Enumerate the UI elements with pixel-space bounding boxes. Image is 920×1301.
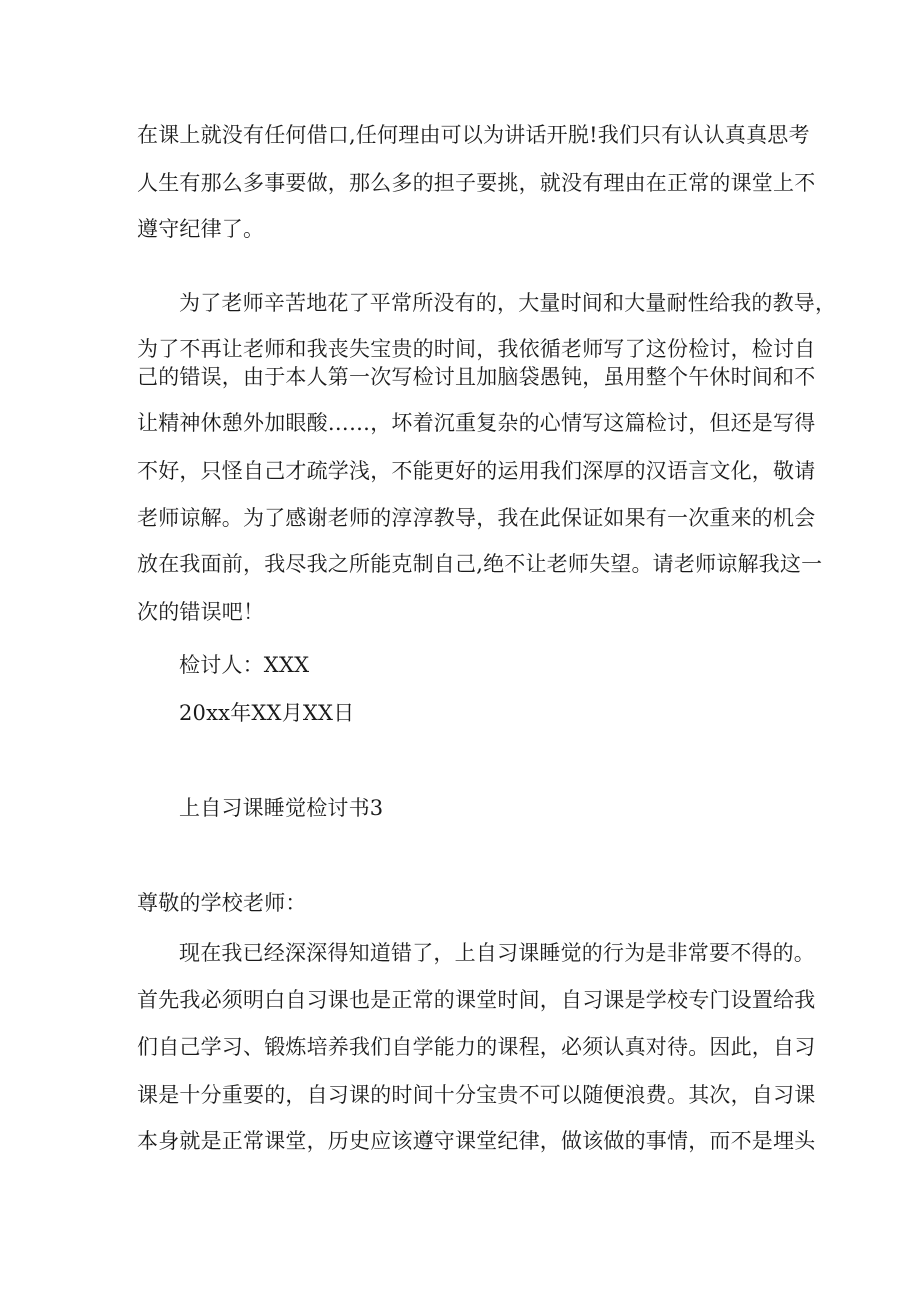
paragraph-2-line-7: 放在我面前，我尽我之所能克制自己,绝不让老师失望。请老师谅解我这一 [137,552,823,576]
paragraph-3-line-3: 们自己学习、锻炼培养我们自学能力的课程，必须认真对待。因此，自习 [137,1035,816,1059]
paragraph-1-line-1: 在课上就没有任何借口,任何理由可以为讲话开脱!我们只有认认真真思考 [137,123,810,147]
signature-author: 检讨人：XXX [179,653,310,677]
paragraph-2-line-6: 老师谅解。为了感谢老师的淳淳教导，我在此保证如果有一次重来的机会 [137,506,816,530]
paragraph-1-line-3: 遵守纪律了。 [137,217,265,241]
salutation: 尊敬的学校老师： [137,891,307,915]
paragraph-2-line-2: 为了不再让老师和我丧失宝贵的时间，我依循老师写了这份检讨，检讨自 [137,337,816,361]
section-title: 上自习课睡觉检讨书3 [179,796,384,820]
paragraph-2-line-4: 让精神休憩外加眼酸……，坏着沉重复杂的心情写这篇检讨，但还是写得 [137,411,816,435]
paragraph-3-line-5: 本身就是正常课堂，历史应该遵守课堂纪律，做该做的事情，而不是埋头 [137,1129,816,1153]
paragraph-2-line-3: 己的错误，由于本人第一次写检讨且加脑袋愚钝，虽用整个午休时间和不 [137,365,816,389]
paragraph-2-line-8: 次的错误吧！ [137,600,265,624]
paragraph-2-line-5: 不好，只怪自己才疏学浅，不能更好的运用我们深厚的汉语言文化，敬请 [137,459,816,483]
paragraph-3-line-1: 现在我已经深深得知道错了，上自习课睡觉的行为是非常要不得的。 [179,941,815,965]
paragraph-3-line-4: 课是十分重要的，自习课的时间十分宝贵不可以随便浪费。其次，自习课 [137,1083,816,1107]
signature-date: 20xx年XX月XX日 [179,701,355,725]
paragraph-2-line-1: 为了老师辛苦地花了平常所没有的，大量时间和大量耐性给我的教导， [179,291,837,315]
paragraph-1-line-2: 人生有那么多事要做，那么多的担子要挑，就没有理由在正常的课堂上不 [137,171,816,195]
paragraph-3-line-2: 首先我必须明白自习课也是正常的课堂时间，自习课是学校专门设置给我 [137,988,816,1012]
